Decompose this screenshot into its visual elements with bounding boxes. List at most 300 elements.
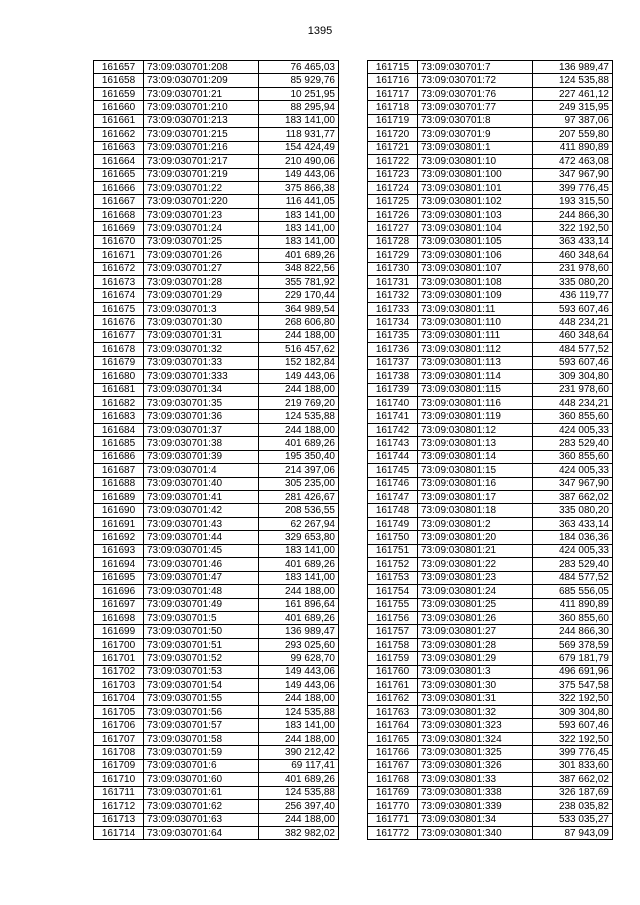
cadastral-number-cell: 73:09:030701:41	[144, 491, 259, 504]
table-row	[368, 114, 613, 127]
table-row	[368, 276, 613, 289]
value-cell: 363 433,14	[533, 517, 613, 530]
row-number-cell: 161760	[368, 665, 418, 678]
value-cell: 301 833,60	[533, 759, 613, 772]
row-number-cell: 161753	[368, 571, 418, 584]
table-row	[94, 786, 339, 799]
row-number-cell: 161657	[94, 61, 144, 74]
value-cell: 496 691,96	[533, 665, 613, 678]
value-cell: 244 188,00	[259, 329, 339, 342]
value-cell: 347 967,90	[533, 477, 613, 490]
value-cell: 183 141,00	[259, 208, 339, 221]
cadastral-number-cell: 73:09:030801:111	[418, 329, 533, 342]
value-cell: 484 577,52	[533, 343, 613, 356]
row-number-cell: 161732	[368, 289, 418, 302]
value-cell: 326 187,69	[533, 786, 613, 799]
value-cell: 322 192,50	[533, 732, 613, 745]
value-cell: 593 607,46	[533, 302, 613, 315]
cadastral-number-cell: 73:09:030701:22	[144, 181, 259, 194]
table-row	[94, 101, 339, 114]
value-cell: 183 141,00	[259, 114, 339, 127]
cadastral-number-cell: 73:09:030801:24	[418, 585, 533, 598]
value-cell: 387 662,02	[533, 491, 613, 504]
cadastral-number-cell: 73:09:030701:25	[144, 235, 259, 248]
row-number-cell: 161695	[94, 571, 144, 584]
row-number-cell: 161713	[94, 813, 144, 826]
cadastral-number-cell: 73:09:030701:64	[144, 826, 259, 839]
cadastral-number-cell: 73:09:030801:31	[418, 692, 533, 705]
row-number-cell: 161755	[368, 598, 418, 611]
cadastral-number-cell: 73:09:030701:216	[144, 141, 259, 154]
cadastral-number-cell: 73:09:030801:27	[418, 625, 533, 638]
table-row	[94, 208, 339, 221]
table-row	[94, 396, 339, 409]
value-cell: 76 465,03	[259, 61, 339, 74]
table-row	[368, 423, 613, 436]
table-row	[368, 544, 613, 557]
cadastral-number-cell: 73:09:030701:37	[144, 423, 259, 436]
value-cell: 183 141,00	[259, 719, 339, 732]
row-number-cell: 161690	[94, 504, 144, 517]
cadastral-number-cell: 73:09:030701:21	[144, 87, 259, 100]
value-cell: 593 607,46	[533, 356, 613, 369]
cadastral-number-cell: 73:09:030701:217	[144, 155, 259, 168]
row-number-cell: 161663	[94, 141, 144, 154]
cadastral-number-cell: 73:09:030801:106	[418, 249, 533, 262]
cadastral-number-cell: 73:09:030701:34	[144, 383, 259, 396]
value-cell: 210 490,06	[259, 155, 339, 168]
row-number-cell: 161758	[368, 638, 418, 651]
table-row	[368, 719, 613, 732]
cadastral-number-cell: 73:09:030701:9	[418, 128, 533, 141]
value-cell: 124 535,88	[259, 410, 339, 423]
value-cell: 244 866,30	[533, 625, 613, 638]
value-cell: 244 188,00	[259, 585, 339, 598]
value-cell: 149 443,06	[259, 370, 339, 383]
row-number-cell: 161722	[368, 155, 418, 168]
table-row	[94, 773, 339, 786]
cadastral-number-cell: 73:09:030801:101	[418, 181, 533, 194]
cadastral-number-cell: 73:09:030801:26	[418, 611, 533, 624]
row-number-cell: 161750	[368, 531, 418, 544]
table-row	[368, 477, 613, 490]
value-cell: 375 547,58	[533, 679, 613, 692]
value-cell: 227 461,12	[533, 87, 613, 100]
row-number-cell: 161752	[368, 558, 418, 571]
row-number-cell: 161681	[94, 383, 144, 396]
cadastral-number-cell: 73:09:030701:8	[418, 114, 533, 127]
cadastral-number-cell: 73:09:030801:324	[418, 732, 533, 745]
table-row	[368, 625, 613, 638]
row-number-cell: 161682	[94, 396, 144, 409]
value-cell: 347 967,90	[533, 168, 613, 181]
table-row	[368, 396, 613, 409]
row-number-cell: 161764	[368, 719, 418, 732]
cadastral-number-cell: 73:09:030801:12	[418, 423, 533, 436]
cadastral-number-cell: 73:09:030801:34	[418, 813, 533, 826]
cadastral-number-cell: 73:09:030801:108	[418, 276, 533, 289]
row-number-cell: 161763	[368, 706, 418, 719]
row-number-cell: 161715	[368, 61, 418, 74]
row-number-cell: 161696	[94, 585, 144, 598]
cadastral-number-cell: 73:09:030801:32	[418, 706, 533, 719]
cadastral-number-cell: 73:09:030701:27	[144, 262, 259, 275]
table-row	[368, 571, 613, 584]
table-row	[94, 571, 339, 584]
table-row	[94, 249, 339, 262]
table-row	[94, 155, 339, 168]
value-cell: 448 234,21	[533, 316, 613, 329]
cadastral-number-cell: 73:09:030701:3	[144, 302, 259, 315]
row-number-cell: 161738	[368, 370, 418, 383]
row-number-cell: 161678	[94, 343, 144, 356]
value-cell: 360 855,60	[533, 611, 613, 624]
table-row	[368, 101, 613, 114]
cadastral-number-cell: 73:09:030701:42	[144, 504, 259, 517]
value-cell: 283 529,40	[533, 558, 613, 571]
table-row	[94, 585, 339, 598]
value-cell: 309 304,80	[533, 706, 613, 719]
value-cell: 685 556,05	[533, 585, 613, 598]
table-row	[94, 168, 339, 181]
row-number-cell: 161704	[94, 692, 144, 705]
table-row	[368, 208, 613, 221]
table-row	[368, 531, 613, 544]
value-cell: 360 855,60	[533, 410, 613, 423]
table-row	[94, 544, 339, 557]
row-number-cell: 161705	[94, 706, 144, 719]
row-number-cell: 161717	[368, 87, 418, 100]
cadastral-number-cell: 73:09:030701:40	[144, 477, 259, 490]
table-row	[94, 611, 339, 624]
row-number-cell: 161710	[94, 773, 144, 786]
value-cell: 424 005,33	[533, 464, 613, 477]
row-number-cell: 161706	[94, 719, 144, 732]
cadastral-number-cell: 73:09:030701:62	[144, 800, 259, 813]
table-row	[368, 464, 613, 477]
row-number-cell: 161672	[94, 262, 144, 275]
value-cell: 184 036,36	[533, 531, 613, 544]
row-number-cell: 161716	[368, 74, 418, 87]
value-cell: 363 433,14	[533, 235, 613, 248]
value-cell: 533 035,27	[533, 813, 613, 826]
cadastral-number-cell: 73:09:030701:36	[144, 410, 259, 423]
cadastral-number-cell: 73:09:030801:29	[418, 652, 533, 665]
table-row	[368, 598, 613, 611]
cadastral-number-cell: 73:09:030801:114	[418, 370, 533, 383]
table-row	[368, 504, 613, 517]
row-number-cell: 161661	[94, 114, 144, 127]
cadastral-number-cell: 73:09:030701:24	[144, 222, 259, 235]
cadastral-number-cell: 73:09:030701:215	[144, 128, 259, 141]
table-row	[94, 692, 339, 705]
cadastral-number-cell: 73:09:030801:107	[418, 262, 533, 275]
table-row	[368, 759, 613, 772]
row-number-cell: 161712	[94, 800, 144, 813]
value-cell: 219 769,20	[259, 396, 339, 409]
value-cell: 183 141,00	[259, 222, 339, 235]
cadastral-number-cell: 73:09:030801:11	[418, 302, 533, 315]
table-row	[368, 128, 613, 141]
value-cell: 335 080,20	[533, 276, 613, 289]
table-row	[368, 517, 613, 530]
row-number-cell: 161735	[368, 329, 418, 342]
value-cell: 244 866,30	[533, 208, 613, 221]
cadastral-number-cell: 73:09:030701:4	[144, 464, 259, 477]
table-row	[368, 383, 613, 396]
value-cell: 87 943,09	[533, 826, 613, 839]
row-number-cell: 161680	[94, 370, 144, 383]
table-row	[94, 128, 339, 141]
row-number-cell: 161703	[94, 679, 144, 692]
value-cell: 268 606,80	[259, 316, 339, 329]
table-row	[368, 665, 613, 678]
cadastral-number-cell: 73:09:030701:220	[144, 195, 259, 208]
table-row	[368, 491, 613, 504]
cadastral-number-cell: 73:09:030701:44	[144, 531, 259, 544]
cadastral-number-cell: 73:09:030701:23	[144, 208, 259, 221]
row-number-cell: 161668	[94, 208, 144, 221]
row-number-cell: 161749	[368, 517, 418, 530]
cadastral-number-cell: 73:09:030801:21	[418, 544, 533, 557]
table-row	[94, 141, 339, 154]
cadastral-number-cell: 73:09:030801:15	[418, 464, 533, 477]
cadastral-number-cell: 73:09:030801:338	[418, 786, 533, 799]
row-number-cell: 161746	[368, 477, 418, 490]
value-cell: 305 235,00	[259, 477, 339, 490]
row-number-cell: 161674	[94, 289, 144, 302]
value-cell: 569 378,59	[533, 638, 613, 651]
table-row	[94, 329, 339, 342]
cadastral-number-cell: 73:09:030801:22	[418, 558, 533, 571]
row-number-cell: 161670	[94, 235, 144, 248]
cadastral-value-table-right	[367, 60, 613, 840]
value-cell: 387 662,02	[533, 773, 613, 786]
cadastral-number-cell: 73:09:030801:102	[418, 195, 533, 208]
table-row	[94, 719, 339, 732]
cadastral-number-cell: 73:09:030701:26	[144, 249, 259, 262]
row-number-cell: 161708	[94, 746, 144, 759]
cadastral-number-cell: 73:09:030801:2	[418, 517, 533, 530]
table-row	[94, 423, 339, 436]
value-cell: 136 989,47	[259, 625, 339, 638]
cadastral-number-cell: 73:09:030801:23	[418, 571, 533, 584]
row-number-cell: 161721	[368, 141, 418, 154]
value-cell: 149 443,06	[259, 168, 339, 181]
value-cell: 348 822,56	[259, 262, 339, 275]
row-number-cell: 161686	[94, 450, 144, 463]
table-row	[94, 410, 339, 423]
cadastral-number-cell: 73:09:030801:16	[418, 477, 533, 490]
table-row	[94, 195, 339, 208]
value-cell: 401 689,26	[259, 249, 339, 262]
table-row	[368, 262, 613, 275]
value-cell: 411 890,89	[533, 141, 613, 154]
value-cell: 152 182,84	[259, 356, 339, 369]
cadastral-number-cell: 73:09:030701:48	[144, 585, 259, 598]
value-cell: 183 141,00	[259, 235, 339, 248]
row-number-cell: 161729	[368, 249, 418, 262]
row-number-cell: 161759	[368, 652, 418, 665]
value-cell: 10 251,95	[259, 87, 339, 100]
row-number-cell: 161709	[94, 759, 144, 772]
row-number-cell: 161673	[94, 276, 144, 289]
table-row	[368, 558, 613, 571]
row-number-cell: 161685	[94, 437, 144, 450]
table-row	[94, 759, 339, 772]
cadastral-number-cell: 73:09:030801:14	[418, 450, 533, 463]
row-number-cell: 161747	[368, 491, 418, 504]
cadastral-number-cell: 73:09:030701:58	[144, 732, 259, 745]
value-cell: 124 535,88	[259, 786, 339, 799]
table-row	[368, 316, 613, 329]
row-number-cell: 161731	[368, 276, 418, 289]
cadastral-number-cell: 73:09:030701:49	[144, 598, 259, 611]
table-row	[94, 450, 339, 463]
value-cell: 161 896,64	[259, 598, 339, 611]
value-cell: 460 348,64	[533, 249, 613, 262]
table-row	[94, 61, 339, 74]
row-number-cell: 161768	[368, 773, 418, 786]
value-cell: 256 397,40	[259, 800, 339, 813]
row-number-cell: 161664	[94, 155, 144, 168]
row-number-cell: 161683	[94, 410, 144, 423]
value-cell: 593 607,46	[533, 719, 613, 732]
cadastral-number-cell: 73:09:030701:210	[144, 101, 259, 114]
cadastral-number-cell: 73:09:030701:53	[144, 665, 259, 678]
value-cell: 99 628,70	[259, 652, 339, 665]
value-cell: 484 577,52	[533, 571, 613, 584]
row-number-cell: 161671	[94, 249, 144, 262]
cadastral-number-cell: 73:09:030701:43	[144, 517, 259, 530]
table-row	[94, 477, 339, 490]
row-number-cell: 161667	[94, 195, 144, 208]
table-row	[94, 316, 339, 329]
value-cell: 364 989,54	[259, 302, 339, 315]
cadastral-value-table-left	[93, 60, 339, 840]
cadastral-number-cell: 73:09:030701:47	[144, 571, 259, 584]
cadastral-number-cell: 73:09:030701:31	[144, 329, 259, 342]
cadastral-number-cell: 73:09:030701:5	[144, 611, 259, 624]
value-cell: 136 989,47	[533, 61, 613, 74]
cadastral-number-cell: 73:09:030801:20	[418, 531, 533, 544]
table-row	[94, 732, 339, 745]
table-row	[94, 262, 339, 275]
table-row	[94, 343, 339, 356]
value-cell: 436 119,77	[533, 289, 613, 302]
table-row	[368, 786, 613, 799]
table-row	[94, 276, 339, 289]
table-row	[94, 665, 339, 678]
table-row	[368, 141, 613, 154]
value-cell: 399 776,45	[533, 746, 613, 759]
row-number-cell: 161719	[368, 114, 418, 127]
cadastral-number-cell: 73:09:030701:209	[144, 74, 259, 87]
value-cell: 360 855,60	[533, 450, 613, 463]
row-number-cell: 161718	[368, 101, 418, 114]
row-number-cell: 161742	[368, 423, 418, 436]
cadastral-number-cell: 73:09:030701:77	[418, 101, 533, 114]
row-number-cell: 161767	[368, 759, 418, 772]
value-cell: 283 529,40	[533, 437, 613, 450]
row-number-cell: 161748	[368, 504, 418, 517]
cadastral-number-cell: 73:09:030801:10	[418, 155, 533, 168]
value-cell: 231 978,60	[533, 262, 613, 275]
cadastral-number-cell: 73:09:030801:3	[418, 665, 533, 678]
table-row	[368, 585, 613, 598]
row-number-cell: 161762	[368, 692, 418, 705]
table-row	[368, 222, 613, 235]
value-cell: 116 441,05	[259, 195, 339, 208]
row-number-cell: 161698	[94, 611, 144, 624]
row-number-cell: 161679	[94, 356, 144, 369]
cadastral-number-cell: 73:09:030801:323	[418, 719, 533, 732]
cadastral-number-cell: 73:09:030701:333	[144, 370, 259, 383]
table-row	[94, 370, 339, 383]
row-number-cell: 161754	[368, 585, 418, 598]
table-row	[368, 652, 613, 665]
row-number-cell: 161771	[368, 813, 418, 826]
value-cell: 355 781,92	[259, 276, 339, 289]
cadastral-number-cell: 73:09:030801:326	[418, 759, 533, 772]
value-cell: 149 443,06	[259, 665, 339, 678]
cadastral-number-cell: 73:09:030801:103	[418, 208, 533, 221]
row-number-cell: 161711	[94, 786, 144, 799]
cadastral-number-cell: 73:09:030801:1	[418, 141, 533, 154]
table-row	[368, 813, 613, 826]
cadastral-number-cell: 73:09:030701:63	[144, 813, 259, 826]
row-number-cell: 161677	[94, 329, 144, 342]
table-row	[94, 181, 339, 194]
value-cell: 411 890,89	[533, 598, 613, 611]
cadastral-number-cell: 73:09:030801:113	[418, 356, 533, 369]
row-number-cell: 161666	[94, 181, 144, 194]
value-cell: 460 348,64	[533, 329, 613, 342]
cadastral-number-cell: 73:09:030701:208	[144, 61, 259, 74]
table-row	[94, 813, 339, 826]
table-row	[94, 706, 339, 719]
value-cell: 472 463,08	[533, 155, 613, 168]
row-number-cell: 161692	[94, 531, 144, 544]
row-number-cell: 161676	[94, 316, 144, 329]
table-row	[368, 343, 613, 356]
table-row	[94, 598, 339, 611]
table-row	[368, 692, 613, 705]
table-row	[94, 222, 339, 235]
value-cell: 238 035,82	[533, 800, 613, 813]
table-row	[368, 87, 613, 100]
cadastral-number-cell: 73:09:030701:76	[418, 87, 533, 100]
table-row	[368, 746, 613, 759]
table-row	[94, 638, 339, 651]
cadastral-number-cell: 73:09:030801:340	[418, 826, 533, 839]
value-cell: 69 117,41	[259, 759, 339, 772]
cadastral-number-cell: 73:09:030701:45	[144, 544, 259, 557]
value-cell: 244 188,00	[259, 423, 339, 436]
table-row	[94, 87, 339, 100]
table-row	[94, 679, 339, 692]
value-cell: 244 188,00	[259, 692, 339, 705]
table-row	[368, 732, 613, 745]
row-number-cell: 161707	[94, 732, 144, 745]
cadastral-number-cell: 73:09:030801:18	[418, 504, 533, 517]
value-cell: 229 170,44	[259, 289, 339, 302]
value-cell: 424 005,33	[533, 544, 613, 557]
value-cell: 124 535,88	[533, 74, 613, 87]
table-row	[368, 181, 613, 194]
value-cell: 85 929,76	[259, 74, 339, 87]
row-number-cell: 161697	[94, 598, 144, 611]
